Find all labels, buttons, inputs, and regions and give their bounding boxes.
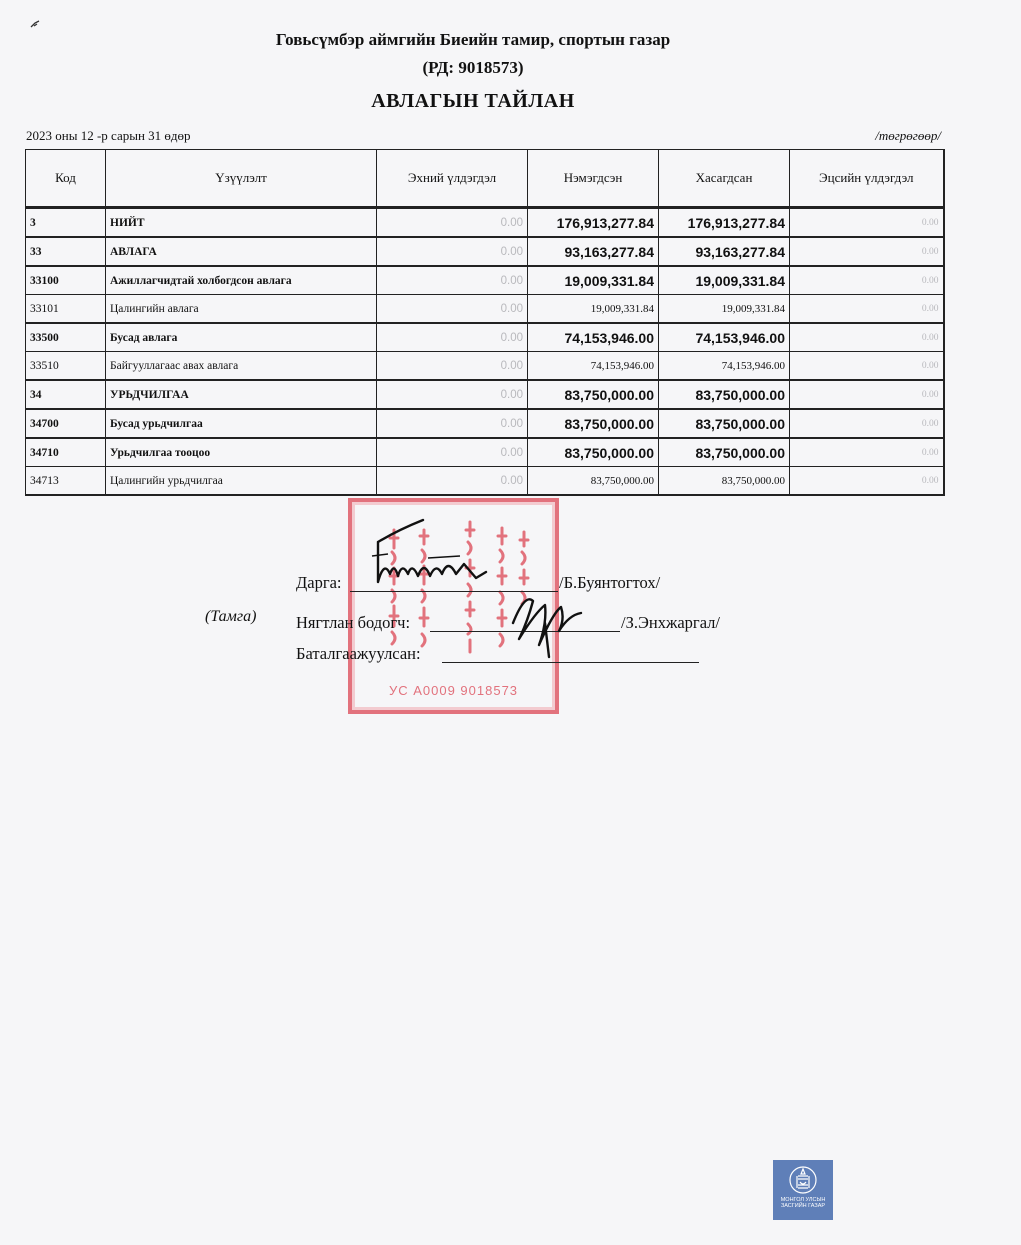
row-decreased: 19,009,331.84 [659,266,790,295]
column-header-opening-balance: Эхний үлдэгдэл [377,150,528,208]
row-decreased: 83,750,000.00 [659,438,790,467]
row-increased: 83,750,000.00 [528,380,659,409]
column-header-closing-balance: Эцсийн үлдэгдэл [790,150,944,208]
stamp-label: (Тамга) [205,608,257,625]
row-label: Цалингийн авлага [106,295,377,324]
row-increased: 93,163,277.84 [528,237,659,266]
row-decreased: 83,750,000.00 [659,380,790,409]
director-signature [368,512,493,594]
row-opening-balance: 0.00 [377,323,528,352]
row-opening-balance: 0.00 [377,266,528,295]
row-closing-balance: 0.00 [790,208,944,238]
receivables-table [25,149,945,496]
row-code: 33500 [26,323,106,352]
row-label: НИЙТ [106,208,377,238]
row-code: 33 [26,237,106,266]
report-title: АВЛАГЫН ТАЙЛАН [371,90,575,112]
row-label: Байгууллагаас авах авлага [106,352,377,381]
row-decreased: 74,153,946.00 [659,323,790,352]
row-opening-balance: 0.00 [377,380,528,409]
report-date: 2023 оны 12 -р сарын 31 өдөр [26,128,191,143]
table-row [26,208,944,238]
row-closing-balance: 0.00 [790,266,944,295]
row-label: АВЛАГА [106,237,377,266]
row-closing-balance: 0.00 [790,352,944,381]
row-closing-balance: 0.00 [790,467,944,496]
row-label: Ажиллагчидтай холбогдсон авлага [106,266,377,295]
logo-text-line2: ЗАСГИЙН ГАЗАР [780,1203,826,1209]
row-closing-balance: 0.00 [790,438,944,467]
row-code: 34710 [26,438,106,467]
row-increased: 19,009,331.84 [528,295,659,324]
accountant-name: /З.Энхжаргал/ [621,613,720,632]
row-decreased: 74,153,946.00 [659,352,790,381]
row-opening-balance: 0.00 [377,409,528,438]
scan-speck-mark [30,20,40,28]
row-code: 33101 [26,295,106,324]
row-increased: 74,153,946.00 [528,352,659,381]
director-label: Дарга: [296,573,342,592]
table-row [26,409,944,438]
column-header-decreased: Хасагдсан [659,150,790,208]
row-decreased: 83,750,000.00 [659,467,790,496]
verified-label: Баталгаажуулсан: [296,644,421,663]
table-row [26,295,944,324]
row-increased: 83,750,000.00 [528,409,659,438]
table-row [26,237,944,266]
table-row [26,380,944,409]
row-decreased: 176,913,277.84 [659,208,790,238]
table-header-row [26,150,944,208]
row-decreased: 19,009,331.84 [659,295,790,324]
row-increased: 83,750,000.00 [528,438,659,467]
table-row [26,352,944,381]
row-code: 34 [26,380,106,409]
accountant-label: Нягтлан бодогч: [296,613,411,632]
table-row [26,438,944,467]
table-row [26,323,944,352]
table-row [26,266,944,295]
row-closing-balance: 0.00 [790,380,944,409]
row-opening-balance: 0.00 [377,467,528,496]
row-label: Бусад урьдчилгаа [106,409,377,438]
row-code: 3 [26,208,106,238]
row-increased: 74,153,946.00 [528,323,659,352]
column-header-indicator: Үзүүлэлт [106,150,377,208]
row-label: Урьдчилгаа тооцоо [106,438,377,467]
organization-name: Говьсүмбэр аймгийн Биеийн тамир, спортын газар [275,30,671,49]
row-code: 34700 [26,409,106,438]
row-closing-balance: 0.00 [790,409,944,438]
stamp-text: УС А0009 9018573 [388,683,519,698]
row-label: УРЬДЧИЛГАА [106,380,377,409]
row-code: 33510 [26,352,106,381]
currency-unit: /төгрөгөөр/ [875,128,941,143]
row-increased: 19,009,331.84 [528,266,659,295]
director-name: /Б.Буянтогтох/ [559,573,661,592]
row-closing-balance: 0.00 [790,237,944,266]
soyombo-icon [789,1166,817,1194]
row-opening-balance: 0.00 [377,295,528,324]
row-opening-balance: 0.00 [377,208,528,238]
row-decreased: 93,163,277.84 [659,237,790,266]
row-closing-balance: 0.00 [790,295,944,324]
row-opening-balance: 0.00 [377,237,528,266]
table-row [26,467,944,496]
registration-number: (РД: 9018573) [422,58,524,77]
column-header-code: Код [26,150,106,208]
row-label: Цалингийн урьдчилгаа [106,467,377,496]
row-code: 33100 [26,266,106,295]
row-label: Бусад авлага [106,323,377,352]
accountant-signature [505,583,590,663]
row-increased: 83,750,000.00 [528,467,659,496]
row-code: 34713 [26,467,106,496]
column-header-increased: Нэмэгдсэн [528,150,659,208]
government-logo [773,1160,833,1220]
row-opening-balance: 0.00 [377,352,528,381]
row-increased: 176,913,277.84 [528,208,659,238]
logo-text-line1: МОНГОЛ УЛСЫН [780,1197,826,1203]
row-opening-balance: 0.00 [377,438,528,467]
row-decreased: 83,750,000.00 [659,409,790,438]
row-closing-balance: 0.00 [790,323,944,352]
